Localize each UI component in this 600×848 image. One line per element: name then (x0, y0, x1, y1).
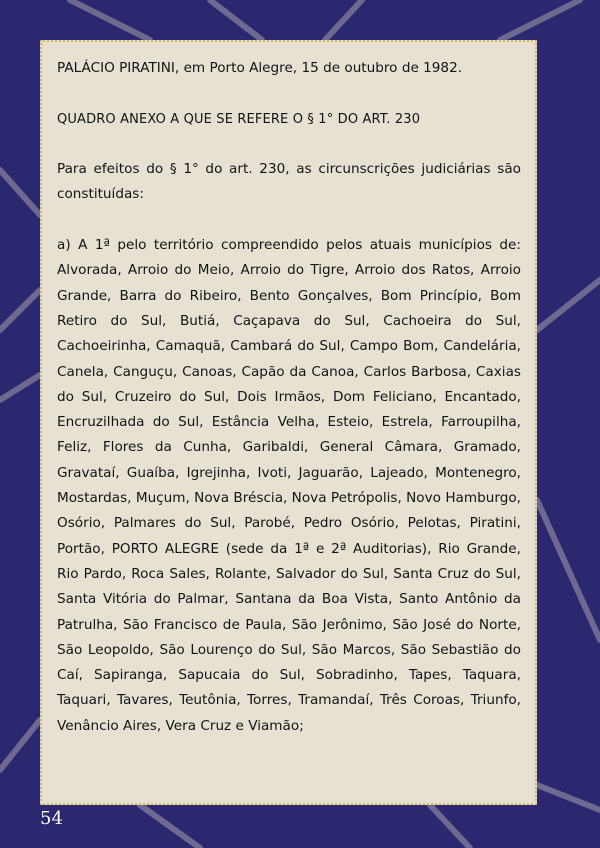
page-number: 54 (40, 808, 63, 829)
spacer (57, 81, 521, 106)
document-panel (40, 40, 537, 805)
signature-line: PALÁCIO PIRATINI, em Porto Alegre, 15 de outubro de 1982. (57, 60, 463, 76)
spacer (57, 208, 521, 233)
intro-paragraph: Para efeitos do § 1° do art. 230, as circunscrições judiciárias são constituídas: (57, 161, 521, 203)
annex-heading: QUADRO ANEXO A QUE SE REFERE O § 1° DO ART. 230 (57, 111, 421, 127)
spacer (57, 132, 521, 157)
item-a-paragraph: a) A 1ª pelo território compreendido pelos atuais municípios de: Alvorada, Arroio do Meio, Arroio do Tigre, Arroio dos Ratos, Arroio Grande, Barra do Ribeiro, Bento Gonçalves, Bom Princípio, Bom Retiro do Sul, Butiá, Caçapava do Sul, Cachoeira do Sul, Cachoeirinha, Camaquã, Cambará do Sul, Campo Bom, Candelária, Canela, Canguçu, Canoas, Capão da Canoa, Carlos Barbosa, Caxias do Sul, Cruzeiro do Sul, Dois Irmãos, Dom Feliciano, Encantado, Encruzilhada do Sul, Estância Velha, Esteio, Estrela, Farroupilha, Feliz, Flores da Cunha, Garibaldi, General Câmara, Gramado, Gravataí, Guaíba, Igrejinha, Ivoti, Jaguarão, Lajeado, Montenegro, Mostardas, Muçum, Nova Bréscia, Nova Petrópolis, Novo Hamburgo, Osório, Palmares do Sul, Parobé, Pedro Osório, Pelotas, Piratini, Portão, PORTO ALEGRE (sede da 1ª e 2ª Auditorias), Rio Grande, Rio Pardo, Roca Sales, Rolante, Salvador do Sul, Santa Cruz do Sul, Santa Vitória do Palmar, Santana da Boa Vista, Santo Antônio da Patrulha, São Francisco de Paula, São Jerônimo, São José do Norte, São Leopoldo, São Lourenço do Sul, São Marcos, São Sebastião do Caí, Sapiranga, Sapucaia do Sul, Sobradinho, Tapes, Taquara, Taquari, Tavares, Teutônia, Torres, Tramandaí, Três Coroas, Triunfo, Venâncio Aires, Vera Cruz e Viamão; (57, 237, 521, 734)
